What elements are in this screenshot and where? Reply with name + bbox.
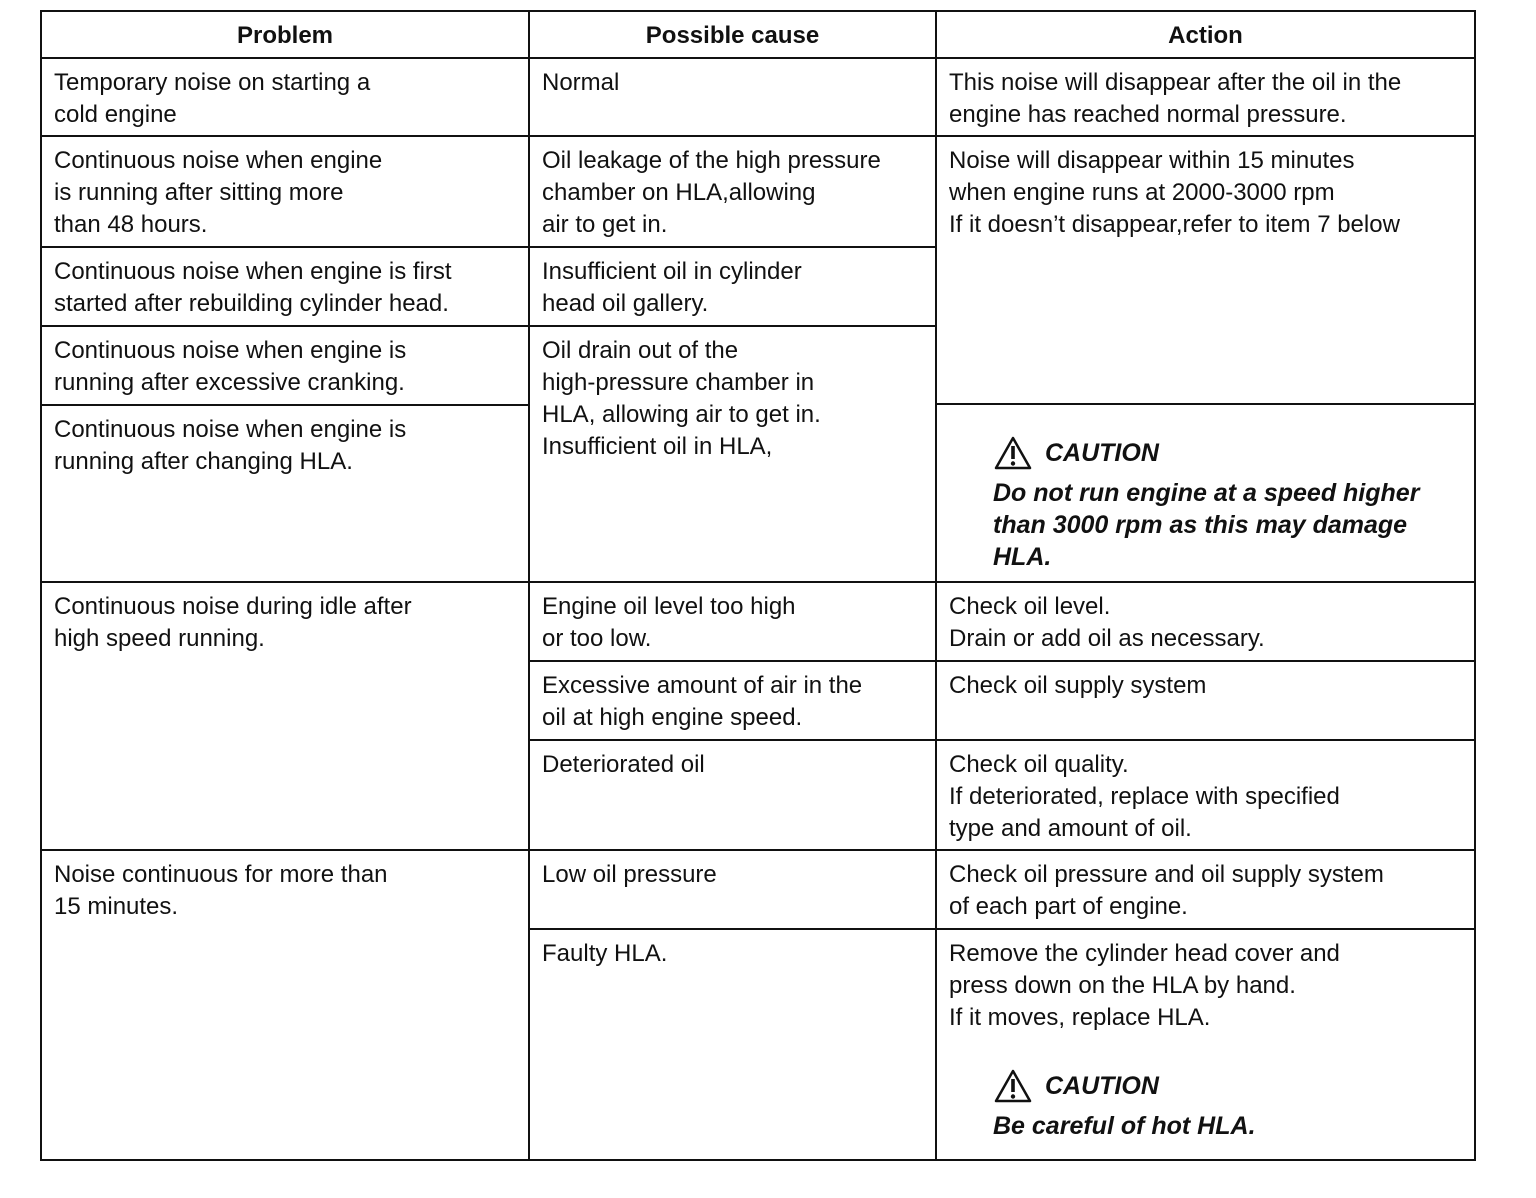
action-cell: This noise will disappear after the oil in the engine has reached normal pressure. [937, 59, 1476, 137]
cause-cell: Deteriorated oil [530, 741, 937, 851]
troubleshooting-table [40, 10, 1476, 1161]
caution-text: Do not run engine at a speed higher than 3000 rpm as this may damage HLA. [993, 479, 1420, 571]
cause-cell: Engine oil level too high or too low. [530, 583, 937, 662]
problem-cell: Noise continuous for more than 15 minutes. [40, 851, 530, 1161]
action-cell: Noise will disappear within 15 minutes when engine runs at 2000-3000 rpm If it doesn’t disappear,refer to item 7 below [937, 137, 1476, 405]
header-problem: Problem [40, 10, 530, 59]
problem-cell: Continuous noise when engine is running after excessive cranking. [40, 327, 530, 406]
cause-cell: Excessive amount of air in the oil at high engine speed. [530, 662, 937, 741]
cause-cell: Oil leakage of the high pressure chamber on HLA,allowing air to get in. [530, 137, 937, 248]
caution-title: CAUTION [1045, 1072, 1159, 1100]
caution-box [993, 435, 1419, 573]
action-cell: Check oil level. Drain or add oil as necessary. [937, 583, 1476, 662]
caution-title: CAUTION [1045, 439, 1159, 467]
warning-triangle-icon [993, 1068, 1033, 1104]
cause-cell: Normal [530, 59, 937, 137]
cause-cell: Oil drain out of the high-pressure chamber in HLA, allowing air to get in. Insufficient oil in HLA, [530, 327, 937, 583]
action-caution-cell [937, 930, 1476, 1161]
caution-box [993, 1068, 1256, 1142]
header-action: Action [937, 10, 1476, 59]
action-cell: Check oil quality. If deteriorated, replace with specified type and amount of oil. [937, 741, 1476, 851]
action-caution-cell [937, 405, 1476, 583]
caution-text: Be careful of hot HLA. [993, 1112, 1256, 1140]
action-cell: Check oil pressure and oil supply system of each part of engine. [937, 851, 1476, 930]
warning-triangle-icon [993, 435, 1033, 471]
cause-cell: Faulty HLA. [530, 930, 937, 1161]
action-cell: Check oil supply system [937, 662, 1476, 741]
problem-cell: Temporary noise on starting a cold engine [40, 59, 530, 137]
cause-cell: Low oil pressure [530, 851, 937, 930]
problem-cell: Continuous noise when engine is running after changing HLA. [40, 406, 530, 583]
problem-cell: Continuous noise during idle after high speed running. [40, 583, 530, 851]
problem-cell: Continuous noise when engine is running after sitting more than 48 hours. [40, 137, 530, 248]
header-possible-cause: Possible cause [530, 10, 937, 59]
cause-cell: Insufficient oil in cylinder head oil gallery. [530, 248, 937, 327]
problem-cell: Continuous noise when engine is first started after rebuilding cylinder head. [40, 248, 530, 327]
action-text: Remove the cylinder head cover and press down on the HLA by hand. If it moves, replace HLA. [949, 940, 1340, 1031]
